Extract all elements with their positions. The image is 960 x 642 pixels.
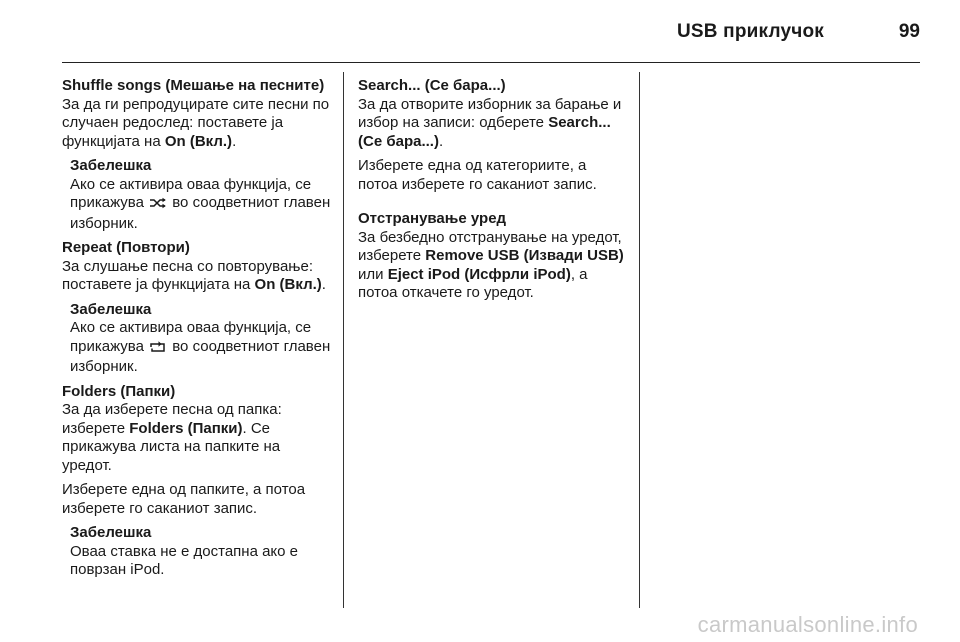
page-number: 99 [898,21,920,42]
search-text: За да отворите изборник за барање и избор на записи: одберете [358,95,622,131]
page-title: USB приклучок [676,21,824,42]
shuffle-text: За да ги репродуцирате сите песни по случаен редослед: поставете ја функцијата на [62,95,330,150]
note-text: Оваа ставка не е достапна ако е поврзан iPod. [70,542,299,578]
search-text-end: . [438,132,444,150]
remove-text-mid: или [358,265,388,283]
column-divider [343,72,344,608]
middle-column [358,77,630,309]
column-divider [639,72,640,608]
folders-option: Folders (Папки) [129,419,243,437]
repeat-option: On (Вкл.) [254,276,322,293]
watermark: carmanualsonline.info [697,612,918,637]
repeat-heading: Repeat (Повтори) [62,239,190,256]
search-option: Search... (Се бара...) [358,114,611,150]
shuffle-heading: Shuffle songs (Мешање на песните) [62,77,325,94]
eject-ipod-option: Eject iPod (Исфрли iPod) [387,265,571,283]
note-title: Забелешка [70,157,152,174]
repeat-icon [149,340,167,359]
note-text-end: во соодветниот главен изборник. [70,337,331,375]
search-heading: Search... (Се бара...) [358,77,506,94]
folders-heading: Folders (Папки) [62,382,176,400]
remove-usb-option: Remove USB (Извади USB) [425,247,624,264]
repeat-note [62,301,332,377]
note-text-end: во соодветниот главен изборник. [70,194,331,232]
shuffle-note [62,157,332,233]
remove-section [358,210,630,303]
remove-text-end: , а потоа откачете го уредот. [358,265,588,301]
shuffle-text-end: . [232,132,237,150]
note-text: Ако се активира оваа функција, се прикажува [70,319,312,355]
repeat-text: За слушање песна со повторување: поставете ја функцијата на [62,257,313,293]
note-text: Ако се активира оваа функција, се прикажува [70,175,312,211]
remove-text: За безбедно отстранување на уредот, изберете [358,228,622,264]
search-section [358,77,630,151]
page-header [62,0,920,63]
note-title: Забелешка [70,524,152,541]
folders-section [62,383,332,476]
left-column [62,77,332,586]
repeat-section [62,239,332,295]
folders-text: За да изберете песна од папка: изберете [62,401,282,437]
repeat-text-end: . [321,276,326,293]
remove-heading: Отстранување уред [358,210,507,227]
folders-text-2: Изберете една од папките, а потоа изберете го саканиот запис. [62,481,306,517]
shuffle-option: On (Вкл.) [164,132,233,150]
shuffle-section [62,77,332,151]
folders-note [62,524,332,580]
note-title: Забелешка [70,300,152,318]
search-text-2: Изберете една од категориите, а потоа изберете го саканиот запис. [358,157,597,193]
section-gap [358,200,630,210]
shuffle-icon [149,196,167,215]
folders-text-end: . Се прикажува листа на папките на уредот. [62,419,281,474]
